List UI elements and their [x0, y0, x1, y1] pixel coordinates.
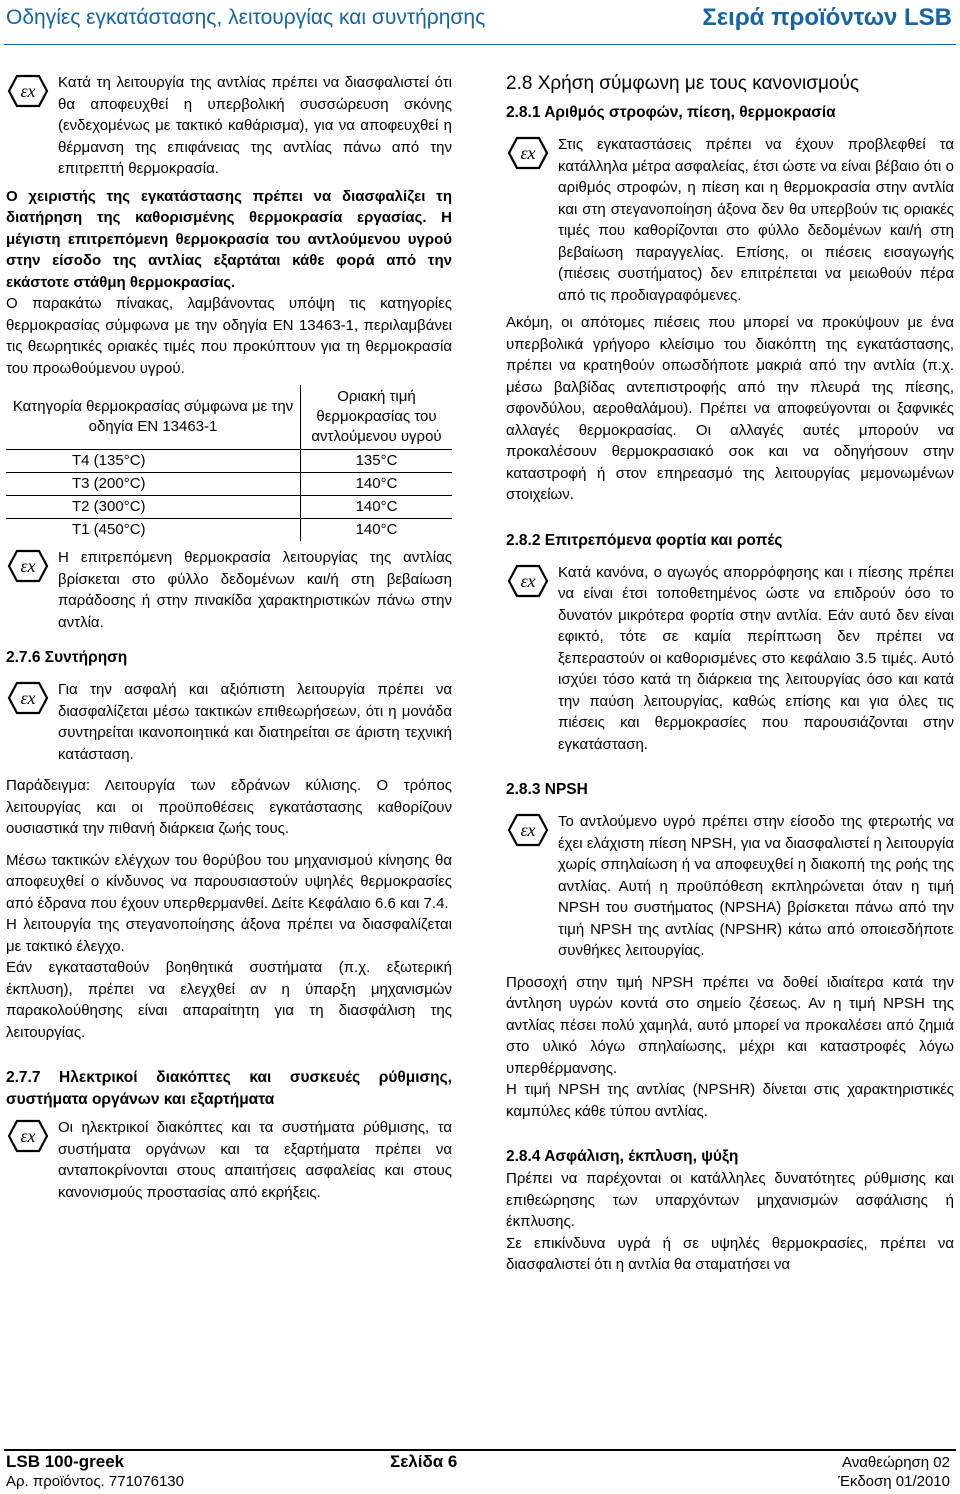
- footer-edition: Έκδοση 01/2010: [838, 1473, 950, 1490]
- ex-icon: [6, 74, 50, 108]
- ex-note-text: Η επιτρεπόμενη θερμοκρασία λειτουργίας της αντλίας βρίσκεται στο φύλλο δεδομένων και/ή στη βεβαίωση παράδοσης ή στην πινακίδα χαρακτηριστικών πάνω στην αντλία.: [58, 549, 452, 631]
- footer-revision: Αναθεώρηση 02: [842, 1454, 950, 1471]
- paragraph-bearings: Παράδειγμα: Λειτουργία των εδράνων κύλισης. Ο τρόπος λειτουργίας και οι προϋποθέσεις εγκατάστασης καθορίζουν ουσιαστικά την πιθανή διάρκεια ζωής τους.: [6, 777, 452, 837]
- svg-text:εx: εx: [20, 556, 36, 576]
- ex-note-operating-temp: [6, 547, 452, 633]
- svg-text:εx: εx: [520, 820, 536, 840]
- ex-icon: [506, 813, 550, 847]
- heading-2-8-1: 2.8.1 Αριθμός στροφών, πίεση, θερμοκρασία: [506, 104, 836, 121]
- ex-note-text: Κατά κανόνα, ο αγωγός απορρόφησης και ι πίεσης πρέπει να είναι έτσι τοποθετημένος ώστε να επιδρούν όσο το δυνατόν μικρότερα φορτία στην αντλία. Εάν αυτό δεν είναι εφικτό, τότε σε καμία περίπτωση δεν πρέπει να ξεπεραστούν οι καθορισμένες στο κεφάλαιο 3.5 τιμές. Αυτό ισχύει τόσο κατά τη διάρκεια της λειτουργίας όσο και κατά την παύση λειτουργίας, καθώς επίσης και για όλες τις πιέσεις και θερμοκρασίες που παρουσιάζονται στην εγκατάσταση.: [558, 563, 954, 753]
- ex-icon: [6, 549, 50, 583]
- svg-text:εx: εx: [20, 1126, 36, 1146]
- heading-2-7-6: 2.7.6 Συντήρηση: [6, 649, 128, 666]
- header-divider: [4, 44, 956, 45]
- svg-text:εx: εx: [520, 143, 536, 163]
- paragraph-hazardous-fluids: Σε επικίνδυνα υγρά ή σε υψηλές θερμοκρασίες, πρέπει να διασφαλιστεί ότι η αντλία θα σταματήσει να: [506, 1234, 954, 1273]
- svg-text:εx: εx: [20, 81, 36, 101]
- heading-2-8-2: 2.8.2 Επιτρεπόμενα φορτία και ροπές: [506, 531, 783, 549]
- heading-2-8: 2.8 Χρήση σύμφωνη με τους κανονισμούς: [506, 73, 860, 94]
- paragraph-npsh-care: Προσοχή στην τιμή NPSH πρέπει να δοθεί ιδιαίτερα κατά την άντληση υγρών κοντά στο σημείο ζέσεως. Αν η τιμή NPSH της αντλίας πέσει πολύ χαμηλά, αυτό μπορεί να προκαλέσει από ζημιά στο υλικό λόγω σπηλαίωσης, μέχρι και καταστροφές λόγω υπερθέρμανσης.: [506, 973, 954, 1077]
- footer-divider: [4, 1449, 956, 1451]
- left-column: [6, 72, 452, 1203]
- ex-note-npsh: [506, 811, 954, 962]
- header-product-series: Σειρά προϊόντων LSB: [702, 4, 952, 31]
- operator-warning: Ο χειριστής της εγκατάστασης πρέπει να διασφαλίζει τη διατήρηση της καθορισμένης θερμοκρασία εργασίας. Η μέγιστη επιτρεπόμενη θερμοκρασία του αντλούμενου υγρού στην είσοδο της αντλίας εξαρτάται κάθε φορά από την εκάστοτε στάθμη θερμοκρασίας.: [6, 187, 452, 291]
- ex-note-text: Το αντλούμενο υγρό πρέπει στην είσοδο της φτερωτής να έχει ελάχιστη πίεση NPSH, για να διασφαλιστεί η λειτουργία χωρίς σπηλαίωση ή να αποφευχθεί η διακοπή της ροής της αντλίας. Αυτή η προϋπόθεση εκπληρώνεται όταν η τιμή NPSH του συστήματος (NPSHA) βρίσκεται πάνω από την τιμή NPSH της αντλίας (NPSHR) κάτω από οποιεσδήποτε συνθήκες λειτουργίας.: [558, 813, 954, 959]
- paragraph-seal: Η λειτουργία της στεγανοποίησης άξονα πρέπει να διασφαλίζεται με τακτικό έλεγχο.: [6, 916, 452, 955]
- ex-icon: [6, 681, 50, 715]
- table-row: T4 (135°C) 135°C: [6, 450, 452, 473]
- paragraph-pressure-surges: Ακόμη, οι απότομες πιέσεις που μπορεί να προκύψουν με ένα υπερβολικά γρήγορο κλείσιμο του διακόπτη της εγκατάστασης, πρέπει να κρατηθούν οπωσδήποτε μακριά από την αντλία (π.χ. μέσω βαλβίδας αντεπιστροφής από την πλευρά της πίεσης, σφονδύλου, αεροθαλάμου). Πρέπει να αποφεύγονται οι ξαφνικές αλλαγές θερμοκρασίας. Οι αλλαγές αυτές μπορούν να προκαλέσουν θερμοκρασιακό σοκ και να οδηγήσουν στην καταστροφή ή στον επηρεασμό της λειτουργίας μεμονωμένων στοιχείων.: [506, 314, 954, 503]
- ex-note-electrical: [6, 1117, 452, 1203]
- ex-note-text: Οι ηλεκτρικοί διακόπτες και τα συστήματα ρύθμισης, τα συστήματα οργάνων και τα εξαρτήματα πρέπει να ανταποκρίνονται στους απαιτήσεις ασφαλείας και στους κανονισμούς προστασίας από εκρήξεις.: [58, 1119, 452, 1201]
- table-row: T3 (200°C) 140°C: [6, 473, 452, 496]
- paragraph-safety-devices: Πρέπει να παρέχονται οι κατάλληλες δυνατότητες ρύθμισης και επιθεώρησης των υπαρχόντων μηχανισμών ασφάλισης ή έκπλυσης.: [506, 1170, 954, 1230]
- ex-icon: [506, 136, 550, 170]
- heading-2-8-4: 2.8.4 Ασφάλιση, έκπλυση, ψύξη: [506, 1148, 739, 1165]
- paragraph-aux-systems: Εάν εγκατασταθούν βοηθητικά συστήματα (π.χ. εξωτερική έκπλυση), πρέπει να ελεγχθεί αν η ύπαρξη μηχανισμών παρακολούθησης είναι απαραίτητη για τη διασφάλιση της λειτουργίας.: [6, 959, 452, 1041]
- heading-2-7-7: 2.7.7 Ηλεκτρικοί διακόπτες και συσκευές ρύθμισης, συστήματα οργάνων και εξαρτήματα: [6, 1069, 452, 1108]
- svg-text:εx: εx: [520, 570, 536, 591]
- paragraph-npshr: Η τιμή NPSH της αντλίας (NPSHR) δίνεται στις χαρακτηριστικές καμπύλες κάθε τύπου αντλίας.: [506, 1081, 954, 1120]
- table-header-category: Κατηγορία θερμοκρασίας σύμφωνα με την οδηγία EN 13463-1: [6, 385, 301, 450]
- ex-note-text: Στις εγκαταστάσεις πρέπει να έχουν προβλεφθεί τα κατάλληλα μέτρα ασφαλείας, έτσι ώστε να είναι βέβαιο ότι ο αριθμός στροφών, η πίεση και η θερμοκρασία στην αντλία και στη στεγανοποίηση άξονα δεν θα υπερβούν τις οριακές τιμές που καθορίζονται στο φύλλο δεδομένων και/ή στη βεβαίωση παραγγελίας. Επίσης, οι πιέσεις εισαγωγής (πιέσεις συστήματος) δεν επιτρέπεται να μειωθούν πέρα από τις προδιαγραφόμενες.: [558, 136, 954, 304]
- table-intro: Ο παρακάτω πίνακας, λαμβάνοντας υπόψη τις κατηγορίες θερμοκρασίας σύμφωνα με την οδηγία EN 13463-1, περιλαμβάνει τις θεωρητικές οριακές τιμές που προκύπτουν για τη θερμοκρασία του προωθούμενου υγρού.: [6, 295, 452, 377]
- heading-2-8-3: 2.8.3 NPSH: [506, 781, 588, 798]
- footer-document-id: LSB 100-greek: [6, 1452, 125, 1471]
- header-document-title: Οδηγίες εγκατάστασης, λειτουργίας και συντήρησης: [6, 6, 486, 29]
- ex-note-loads: [506, 562, 954, 756]
- table-header-limit: Οριακή τιμή θερμοκρασίας του αντλούμενου υγρού: [311, 388, 442, 445]
- ex-icon: [6, 1119, 50, 1153]
- ex-note-dust: [6, 72, 452, 180]
- paragraph-noise: Μέσω τακτικών ελέγχων του θορύβου του μηχανισμού κίνησης θα αποφευχθεί ο κίνδυνος να παρουσιαστούν υψηλές θερμοκρασίες από έδρανα που έχουν υπερθερμανθεί. Δείτε Κεφάλαιο 6.6 και 7.4.: [6, 851, 452, 912]
- ex-note-limits: [506, 134, 954, 306]
- ex-note-maintenance: [6, 679, 452, 765]
- temperature-class-table: [6, 385, 452, 541]
- table-row: T1 (450°C) 140°C: [6, 519, 452, 542]
- ex-note-text: Για την ασφαλή και αξιόπιστη λειτουργία πρέπει να διασφαλίζεται μέσω τακτικών επιθεωρήσεων, ότι η μονάδα συντηρείται ικανοποιητικά και διατηρείται σε άριστη τεχνική κατάσταση.: [58, 681, 452, 763]
- ex-note-text: Κατά τη λειτουργία της αντλίας πρέπει να διασφαλιστεί ότι θα αποφευχθεί η υπερβολική συσσώρευση σκόνης (ενδεχομένως με τακτικό καθάρισμα), για να αποφευχθεί η θέρμανση της επιφάνειας της αντλίας πάνω από την επιτρεπτή θερμοκρασία.: [58, 74, 452, 177]
- table-row: T2 (300°C) 140°C: [6, 496, 452, 519]
- right-column: [506, 72, 954, 1276]
- footer-product-number: Αρ. προϊόντος. 771076130: [6, 1473, 184, 1490]
- ex-icon: [506, 564, 550, 598]
- footer-page-number: Σελίδα 6: [390, 1452, 458, 1471]
- svg-text:εx: εx: [20, 688, 36, 708]
